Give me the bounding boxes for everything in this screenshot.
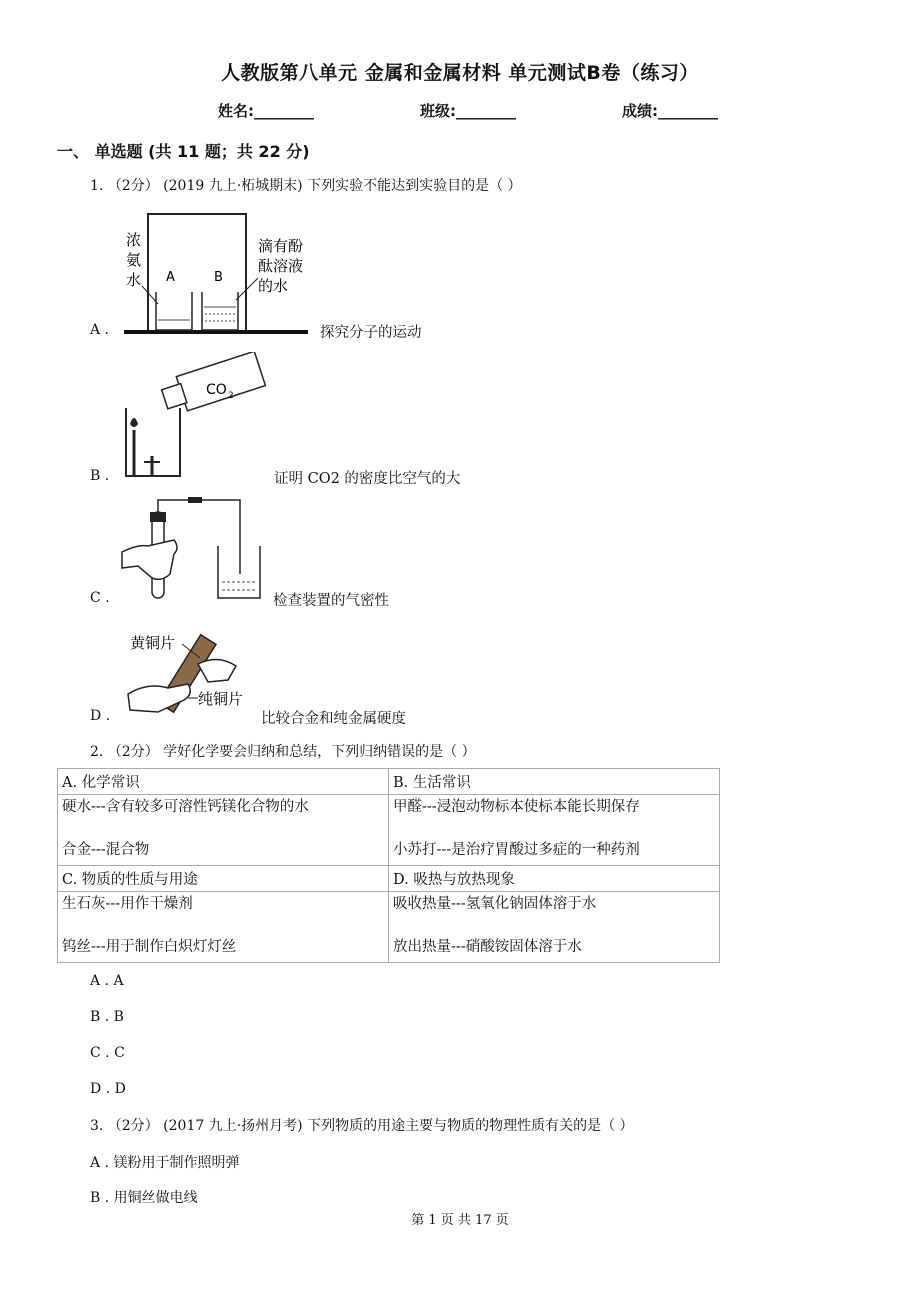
table-cell-c-head: C. 物质的性质与用途 (58, 866, 389, 892)
table-b-line-1: 甲醛---浸泡动物标本使标本能长期保存 (393, 799, 640, 815)
q3-option-b[interactable]: B . 用铜丝做电线 (90, 1190, 198, 1206)
table-cell-b-head: B. 生活常识 (389, 769, 720, 795)
q2-option-a[interactable]: A . A (90, 973, 124, 989)
q2-option-d[interactable]: D . D (90, 1081, 126, 1097)
fig-label-an: 氨 (126, 251, 142, 269)
table-c-line-2: 钨丝---用于制作白炽灯灯丝 (62, 939, 237, 955)
section-heading: 一、 单选题 (共 11 题；共 22 分) (57, 142, 310, 161)
airtightness-figure (118, 494, 268, 606)
table-d-line-2: 放出热量---硝酸铵固体溶于水 (393, 939, 582, 955)
q1-option-c-text: 检查装置的气密性 (273, 593, 389, 609)
page-title: 人教版第八单元 金属和金属材料 单元测试B卷（练习） (221, 62, 699, 84)
summary-table (57, 768, 720, 963)
hardness-figure (118, 624, 258, 724)
fig-label-nong: 浓 (126, 231, 142, 249)
q1-option-b-label: B . (90, 468, 110, 484)
q1-option-d-text: 比较合金和纯金属硬度 (261, 711, 406, 727)
molecule-motion-figure (118, 208, 318, 338)
q1-option-c-label: C . (90, 590, 110, 606)
q1-option-a-text: 探究分子的运动 (320, 325, 422, 341)
co2-subscript: 2 (228, 391, 234, 401)
beaker-a-label: A (166, 270, 175, 285)
score-field: 成绩:________ (622, 102, 718, 120)
table-b-line-2: 小苏打---是治疗胃酸过多症的一种药剂 (393, 842, 640, 858)
table-cell-b-body (389, 795, 720, 866)
table-c-line-1: 生石灰---用作干燥剂 (62, 896, 193, 912)
question-3-stem: 3. （2分） (2017 九上·扬州月考) 下列物质的用途主要与物质的物理性质有关的是（ ） (90, 1118, 634, 1134)
q3-option-a[interactable]: A . 镁粉用于制作照明弹 (90, 1155, 240, 1171)
q1-option-a-label: A . (90, 322, 110, 338)
q1-option-d-label: D . (90, 708, 111, 724)
table-a-line-2: 合金---混合物 (62, 842, 150, 858)
beaker-b-label: B (214, 270, 223, 285)
fig-label-shui: 水 (126, 271, 142, 289)
q2-option-c[interactable]: C . C (90, 1045, 125, 1061)
fig-label-r1: 滴有酚 (258, 237, 304, 255)
class-field: 班级:________ (420, 102, 516, 120)
fig-label-r3: 的水 (258, 277, 289, 295)
table-cell-a-head: A. 化学常识 (58, 769, 389, 795)
page-footer: 第 1 页 共 17 页 (411, 1213, 509, 1228)
table-cell-d-head: D. 吸热与放热现象 (389, 866, 720, 892)
table-d-line-1: 吸收热量---氢氧化钠固体溶于水 (393, 896, 597, 912)
table-cell-d-body (389, 892, 720, 963)
pure-copper-label: 纯铜片 (198, 690, 244, 708)
question-2-stem: 2. （2分） 学好化学要会归纳和总结，下列归纳错误的是（ ） (90, 744, 476, 760)
q1-option-b-text: 证明 CO2 的密度比空气的大 (274, 471, 461, 487)
table-cell-c-body (58, 892, 389, 963)
table-a-line-1: 硬水---含有较多可溶性钙镁化合物的水 (62, 799, 309, 815)
co2-label: CO (206, 382, 227, 398)
fig-label-r2: 酞溶液 (258, 257, 304, 275)
brass-label: 黄铜片 (130, 634, 176, 652)
question-1-stem: 1. （2分） (2019 九上·柘城期末) 下列实验不能达到实验目的是（ ） (90, 178, 522, 194)
co2-density-figure (118, 352, 268, 484)
table-cell-a-body (58, 795, 389, 866)
q2-option-b[interactable]: B . B (90, 1009, 124, 1025)
name-field: 姓名:________ (218, 102, 314, 120)
